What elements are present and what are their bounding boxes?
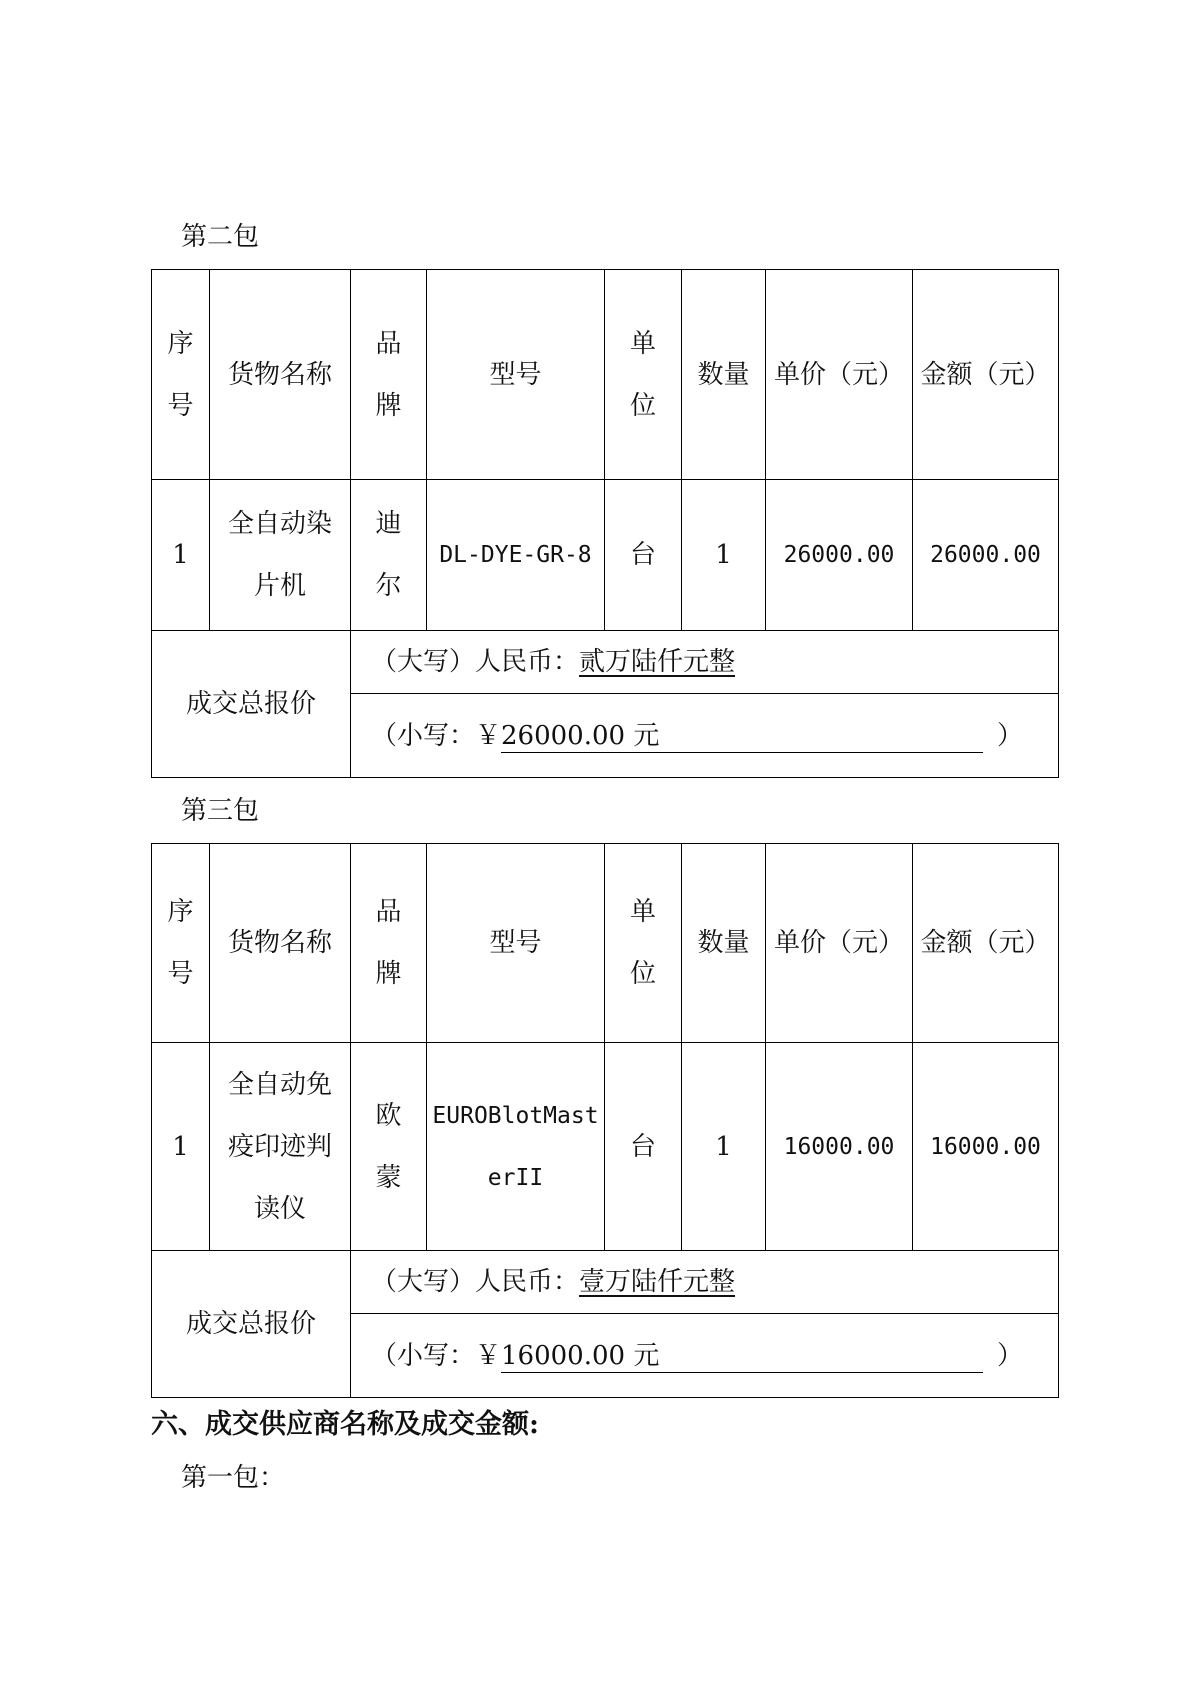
cell-qty: 1 [682, 1043, 766, 1251]
total-upper-row [152, 631, 1059, 694]
cell-unit: 台 [605, 480, 682, 631]
cell-name: 全自动免疫印迹判读仪 [210, 1043, 351, 1251]
table-header-row [152, 844, 1059, 1043]
table-row [152, 1043, 1059, 1251]
header-amount: 金额（元） [913, 270, 1059, 480]
total-lower-cell [351, 1314, 1059, 1398]
cell-name: 全自动染片机 [210, 480, 351, 631]
header-qty: 数量 [682, 844, 766, 1043]
cell-brand: 欧蒙 [351, 1043, 427, 1251]
total-upper-value: 壹万陆仟元整 [579, 1267, 736, 1297]
cell-model: DL-DYE-GR-8 [427, 480, 605, 631]
total-upper-prefix: （大写）人民币： [371, 647, 580, 677]
header-model: 型号 [427, 844, 605, 1043]
cell-seq: 1 [152, 1043, 210, 1251]
header-brand: 品牌 [351, 270, 427, 480]
total-upper-row [152, 1251, 1059, 1314]
header-unit-price: 单价（元） [766, 844, 913, 1043]
header-brand: 品牌 [351, 844, 427, 1043]
total-upper-prefix: （大写）人民币： [371, 1267, 580, 1297]
cell-amount: 26000.00 [913, 480, 1059, 631]
total-lower-value: 16000.00 元 [501, 1340, 983, 1373]
total-lower-suffix: ） [997, 1340, 1024, 1371]
total-lower-value: 26000.00 元 [501, 720, 983, 753]
header-unit: 单位 [605, 270, 682, 480]
total-lower-suffix: ） [997, 720, 1024, 751]
header-name: 货物名称 [210, 270, 351, 480]
total-lower-prefix: （小写：￥ [371, 1340, 502, 1371]
header-unit: 单位 [605, 844, 682, 1043]
total-upper-cell [351, 1251, 1059, 1314]
package-2-table [151, 269, 1059, 778]
header-model: 型号 [427, 270, 605, 480]
package-2-title: 第二包 [181, 222, 260, 252]
total-upper-cell [351, 631, 1059, 694]
header-seq: 序号 [152, 844, 210, 1043]
table-header-row [152, 270, 1059, 480]
total-upper-value: 贰万陆仟元整 [579, 647, 736, 677]
total-lower-prefix: （小写：￥ [371, 720, 502, 751]
header-seq: 序号 [152, 270, 210, 480]
header-unit-price: 单价（元） [766, 270, 913, 480]
cell-unit: 台 [605, 1043, 682, 1251]
cell-brand: 迪尔 [351, 480, 427, 631]
header-name: 货物名称 [210, 844, 351, 1043]
cell-unit-price: 16000.00 [766, 1043, 913, 1251]
total-label: 成交总报价 [152, 1251, 351, 1398]
total-label: 成交总报价 [152, 631, 351, 778]
cell-seq: 1 [152, 480, 210, 631]
cell-model: EUROBlotMasterII [427, 1043, 605, 1251]
table-row [152, 480, 1059, 631]
package-1-label: 第一包： [181, 1463, 286, 1493]
cell-unit-price: 26000.00 [766, 480, 913, 631]
cell-amount: 16000.00 [913, 1043, 1059, 1251]
cell-qty: 1 [682, 480, 766, 631]
header-qty: 数量 [682, 270, 766, 480]
package-3-title: 第三包 [181, 796, 260, 826]
package-3-table [151, 843, 1059, 1398]
total-lower-cell [351, 694, 1059, 778]
header-amount: 金额（元） [913, 844, 1059, 1043]
section-6-heading: 六、成交供应商名称及成交金额: [151, 1409, 539, 1440]
